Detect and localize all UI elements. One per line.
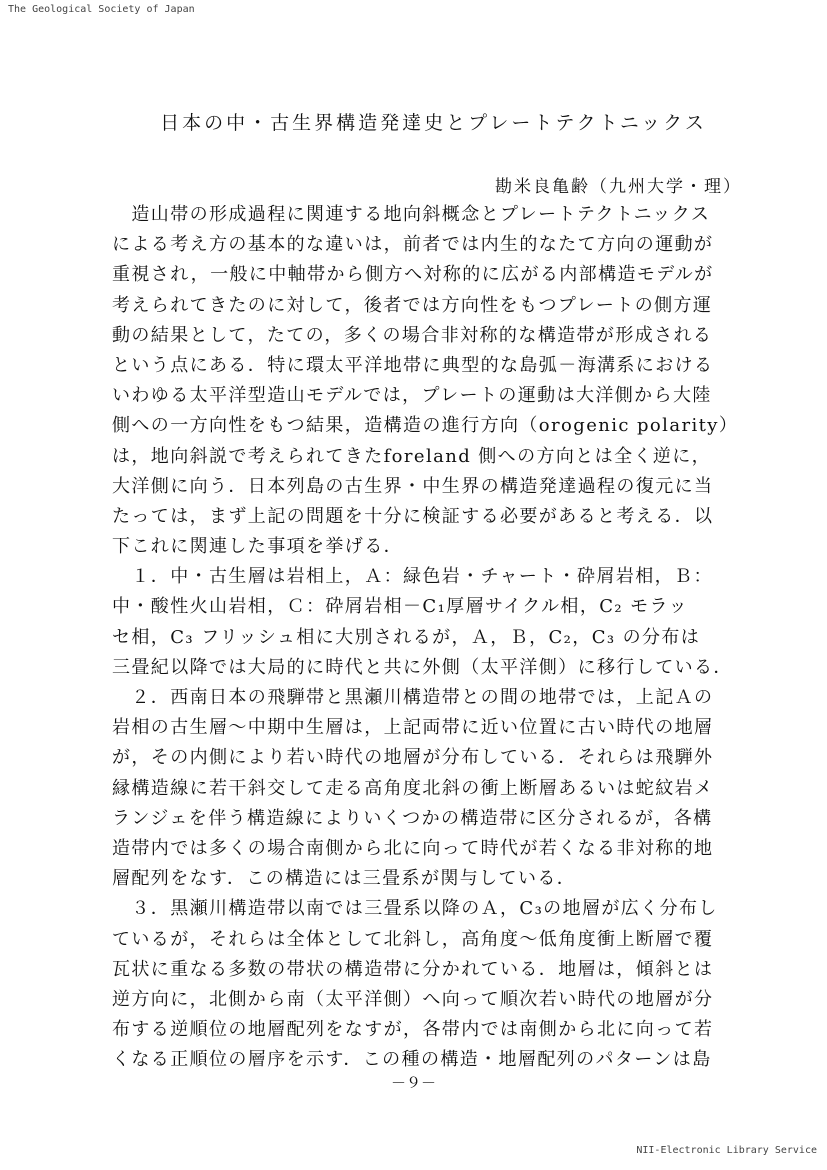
text-line: 造帯内では多くの場合南側から北に向って時代が若くなる非対称的地 bbox=[112, 837, 714, 859]
body-text bbox=[112, 200, 752, 1075]
text-line: 中・酸性火山岩相，Ｃ：砕屑岩相－C₁厚層サイクル相，C₂ モラッ bbox=[112, 596, 688, 618]
text-line: による考え方の基本的な違いは，前者では内生的なたて方向の運動が bbox=[112, 234, 714, 256]
text-line: １．中・古生層は岩相上，Ａ：緑色岩・チャート・砕屑岩相，Ｂ： bbox=[112, 566, 713, 588]
page-number: －９－ bbox=[390, 1074, 436, 1092]
library-footer: NII-Electronic Library Service bbox=[636, 1145, 817, 1156]
text-line: 三畳紀以降では大局的に時代と共に外側（太平洋側）に移行している． bbox=[112, 656, 733, 678]
text-line: 瓦状に重なる多数の帯状の構造帯に分かれている．地層は，傾斜とは bbox=[112, 958, 714, 980]
text-line: は，地向斜説で考えられてきたforeland 側への方向とは全く逆に， bbox=[112, 445, 712, 467]
text-line: という点にある．特に環太平洋地帯に典型的な島弧－海溝系における bbox=[112, 354, 714, 376]
text-line: 動の結果として，たての，多くの場合非対称的な構造帯が形成される bbox=[112, 324, 713, 346]
text-line: 逆方向に，北側から南（太平洋側）へ向って順次若い時代の地層が分 bbox=[112, 988, 714, 1010]
text-line: 側への一方向性をもつ結果，造構造の進行方向（orogenic polarity） bbox=[112, 415, 739, 437]
text-line: くなる正順位の層序を示す．この種の構造・地層配列のパターンは島 bbox=[112, 1049, 712, 1071]
text-line: 下これに関連した事項を挙げる． bbox=[112, 536, 403, 558]
author-affiliation: 勘米良亀齢（九州大学・理） bbox=[495, 177, 742, 197]
text-line: 造山帯の形成過程に関連する地向斜概念とプレートテクトニックス bbox=[112, 204, 711, 225]
text-line: ているが，それらは全体として北斜し，高角度～低角度衝上断層で覆 bbox=[112, 928, 714, 950]
text-line: が，その内側により若い時代の地層が分布している．それらは飛騨外 bbox=[112, 747, 714, 769]
text-line: 縁構造線に若干斜交して走る高角度北斜の衝上断層あるいは蛇紋岩メ bbox=[112, 777, 714, 799]
text-line: ランジェを伴う構造線によりいくつかの構造帯に区分されるが，各構 bbox=[112, 807, 713, 829]
society-header: The Geological Society of Japan bbox=[8, 4, 195, 15]
text-line: ２．西南日本の飛騨帯と黒瀬川構造帯との間の地帯では，上記Ａの bbox=[112, 687, 714, 708]
page-title: 日本の中・古生界構造発達史とプレートテクトニックス bbox=[160, 112, 707, 134]
text-line: 大洋側に向う．日本列島の古生界・中生界の構造発達過程の復元に当 bbox=[112, 475, 714, 497]
text-line: 重視され，一般に中軸帯から側方へ対称的に広がる内部構造モデルが bbox=[112, 264, 714, 286]
text-line: 考えられてきたのに対して，後者では方向性をもつプレートの側方運 bbox=[112, 294, 713, 316]
text-line: ３．黒瀬川構造帯以南では三畳系以降のＡ，C₃の地層が広く分布し bbox=[112, 898, 718, 920]
text-line: セ相，C₃ フリッシュ相に大別されるが，Ａ，Ｂ，C₂，C₃ の分布は bbox=[112, 626, 701, 648]
text-line: たっては，まず上記の問題を十分に検証する必要があると考える．以 bbox=[112, 505, 714, 527]
text-line: いわゆる太平洋型造山モデルでは，プレートの運動は大洋側から大陸 bbox=[112, 385, 712, 407]
text-line: 層配列をなす．この構造には三畳系が関与している． bbox=[112, 868, 577, 890]
text-line: 布する逆順位の地層配列をなすが，各帯内では南側から北に向って若 bbox=[112, 1019, 714, 1041]
text-line: 岩相の古生層～中期中生層は，上記両帯に近い位置に古い時代の地層 bbox=[112, 717, 714, 739]
